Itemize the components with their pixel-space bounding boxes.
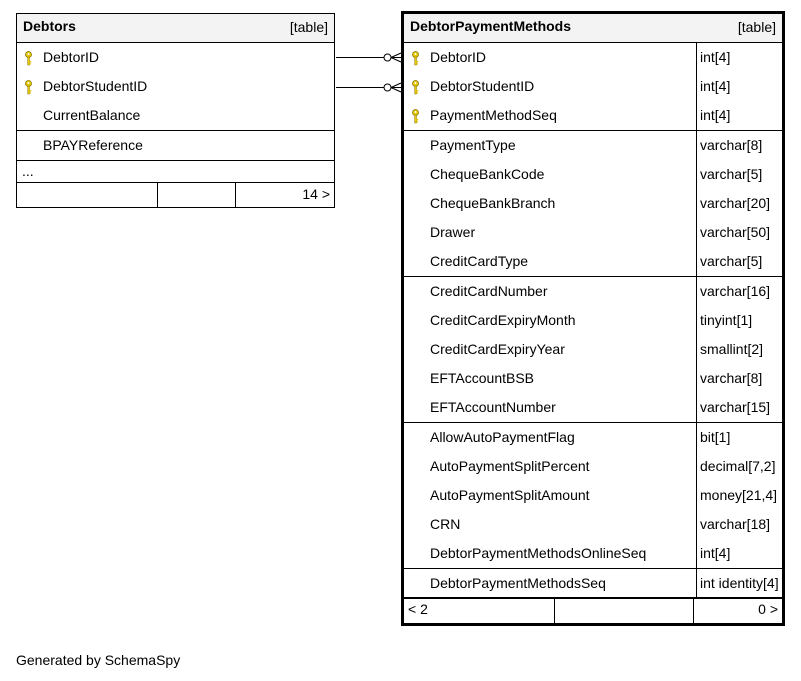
column-row[interactable] [404, 423, 782, 453]
child-count[interactable]: 0 > [758, 601, 778, 617]
table-footer [17, 182, 334, 207]
column-row[interactable] [404, 189, 782, 219]
column-name: EFTAccountBSB [430, 370, 535, 387]
column-row[interactable] [404, 569, 782, 599]
crowfoot-debtor-student-id [391, 83, 401, 92]
column-type: int[4] [696, 539, 782, 568]
column-type: varchar[5] [696, 160, 782, 189]
column-type: int[4] [696, 72, 782, 101]
column-row[interactable] [17, 72, 334, 102]
column-name: BPAYReference [43, 136, 143, 153]
column-type: varchar[20] [696, 189, 782, 218]
column-name: EFTAccountNumber [430, 399, 556, 416]
column-row[interactable] [404, 43, 782, 73]
parent-count[interactable]: < 2 [408, 601, 428, 617]
column-name: CreditCardNumber [430, 282, 548, 299]
column-name: CreditCardType [430, 253, 529, 270]
column-name: CRN [430, 516, 461, 533]
key-icon [411, 109, 420, 124]
column-name: PaymentMethodSeq [430, 107, 557, 124]
column-name: CurrentBalance [43, 107, 141, 124]
column-name: DebtorID [43, 49, 100, 65]
column-type: varchar[15] [696, 393, 782, 422]
child-count[interactable]: 14 > [302, 186, 330, 202]
column-row[interactable] [404, 101, 782, 131]
column-name: DebtorPaymentMethodsSeq [430, 574, 606, 591]
zero-marker-debtor-id [384, 54, 391, 61]
key-icon [411, 51, 420, 66]
column-name: ChequeBankBranch [430, 195, 556, 211]
column-row[interactable] [404, 160, 782, 190]
column-row[interactable] [404, 72, 782, 102]
column-row[interactable] [404, 306, 782, 336]
column-type: money[21,4] [696, 481, 782, 510]
column-type: int[4] [696, 43, 782, 72]
column-type: varchar[8] [696, 364, 782, 393]
table-name[interactable]: Debtors [23, 18, 76, 34]
column-name: AutoPaymentSplitPercent [430, 457, 590, 474]
column-row[interactable] [404, 452, 782, 482]
column-row[interactable] [404, 247, 782, 277]
column-name: AutoPaymentSplitAmount [430, 487, 590, 503]
column-name: AllowAutoPaymentFlag [430, 428, 575, 445]
column-type: decimal[7,2] [696, 452, 782, 481]
column-type: tinyint[1] [696, 306, 782, 335]
column-name: DebtorPaymentMethodsOnlineSeq [430, 545, 647, 562]
column-row[interactable] [404, 131, 782, 161]
table-footer [404, 597, 782, 623]
table-header [17, 14, 334, 43]
key-icon [24, 80, 33, 95]
table-kind: [table] [289, 19, 328, 35]
zero-marker-debtor-student-id [384, 84, 391, 91]
table-header [404, 14, 782, 43]
crowfoot-debtor-id [391, 53, 401, 62]
generated-by-label: Generated by SchemaSpy [16, 652, 181, 668]
more-columns-ellipsis[interactable]: ... [22, 163, 34, 179]
table-name[interactable]: DebtorPaymentMethods [410, 18, 572, 34]
column-name: DebtorID [430, 49, 487, 65]
column-type: varchar[5] [696, 247, 782, 276]
key-icon [411, 80, 420, 95]
column-type: int identity[4] [696, 569, 782, 598]
column-row[interactable] [404, 335, 782, 365]
column-name: Drawer [430, 224, 476, 241]
column-name: ChequeBankCode [430, 165, 545, 182]
column-type: varchar[18] [696, 510, 782, 539]
column-row[interactable] [404, 481, 782, 511]
key-icon [24, 51, 33, 66]
column-type: smallint[2] [696, 335, 782, 364]
debtors-table[interactable] [16, 13, 335, 208]
column-row[interactable] [17, 101, 334, 131]
column-row[interactable] [404, 393, 782, 423]
column-row[interactable] [404, 510, 782, 540]
column-type: varchar[8] [696, 131, 782, 160]
column-type: varchar[16] [696, 277, 782, 306]
table-kind: [table] [737, 19, 776, 35]
column-name: CreditCardExpiryYear [430, 341, 565, 357]
column-type: varchar[50] [696, 218, 782, 247]
column-row[interactable] [404, 539, 782, 569]
column-row[interactable] [404, 277, 782, 307]
column-type: int[4] [696, 101, 782, 130]
column-type: bit[1] [696, 423, 782, 452]
column-row[interactable] [404, 364, 782, 394]
column-name: DebtorStudentID [43, 78, 148, 95]
column-row[interactable] [17, 131, 334, 161]
column-name: DebtorStudentID [430, 78, 535, 95]
column-row[interactable] [404, 218, 782, 248]
debtor-payment-methods-table[interactable] [401, 11, 785, 626]
column-row[interactable] [17, 43, 334, 73]
column-name: CreditCardExpiryMonth [430, 311, 576, 328]
column-name: PaymentType [430, 136, 516, 153]
